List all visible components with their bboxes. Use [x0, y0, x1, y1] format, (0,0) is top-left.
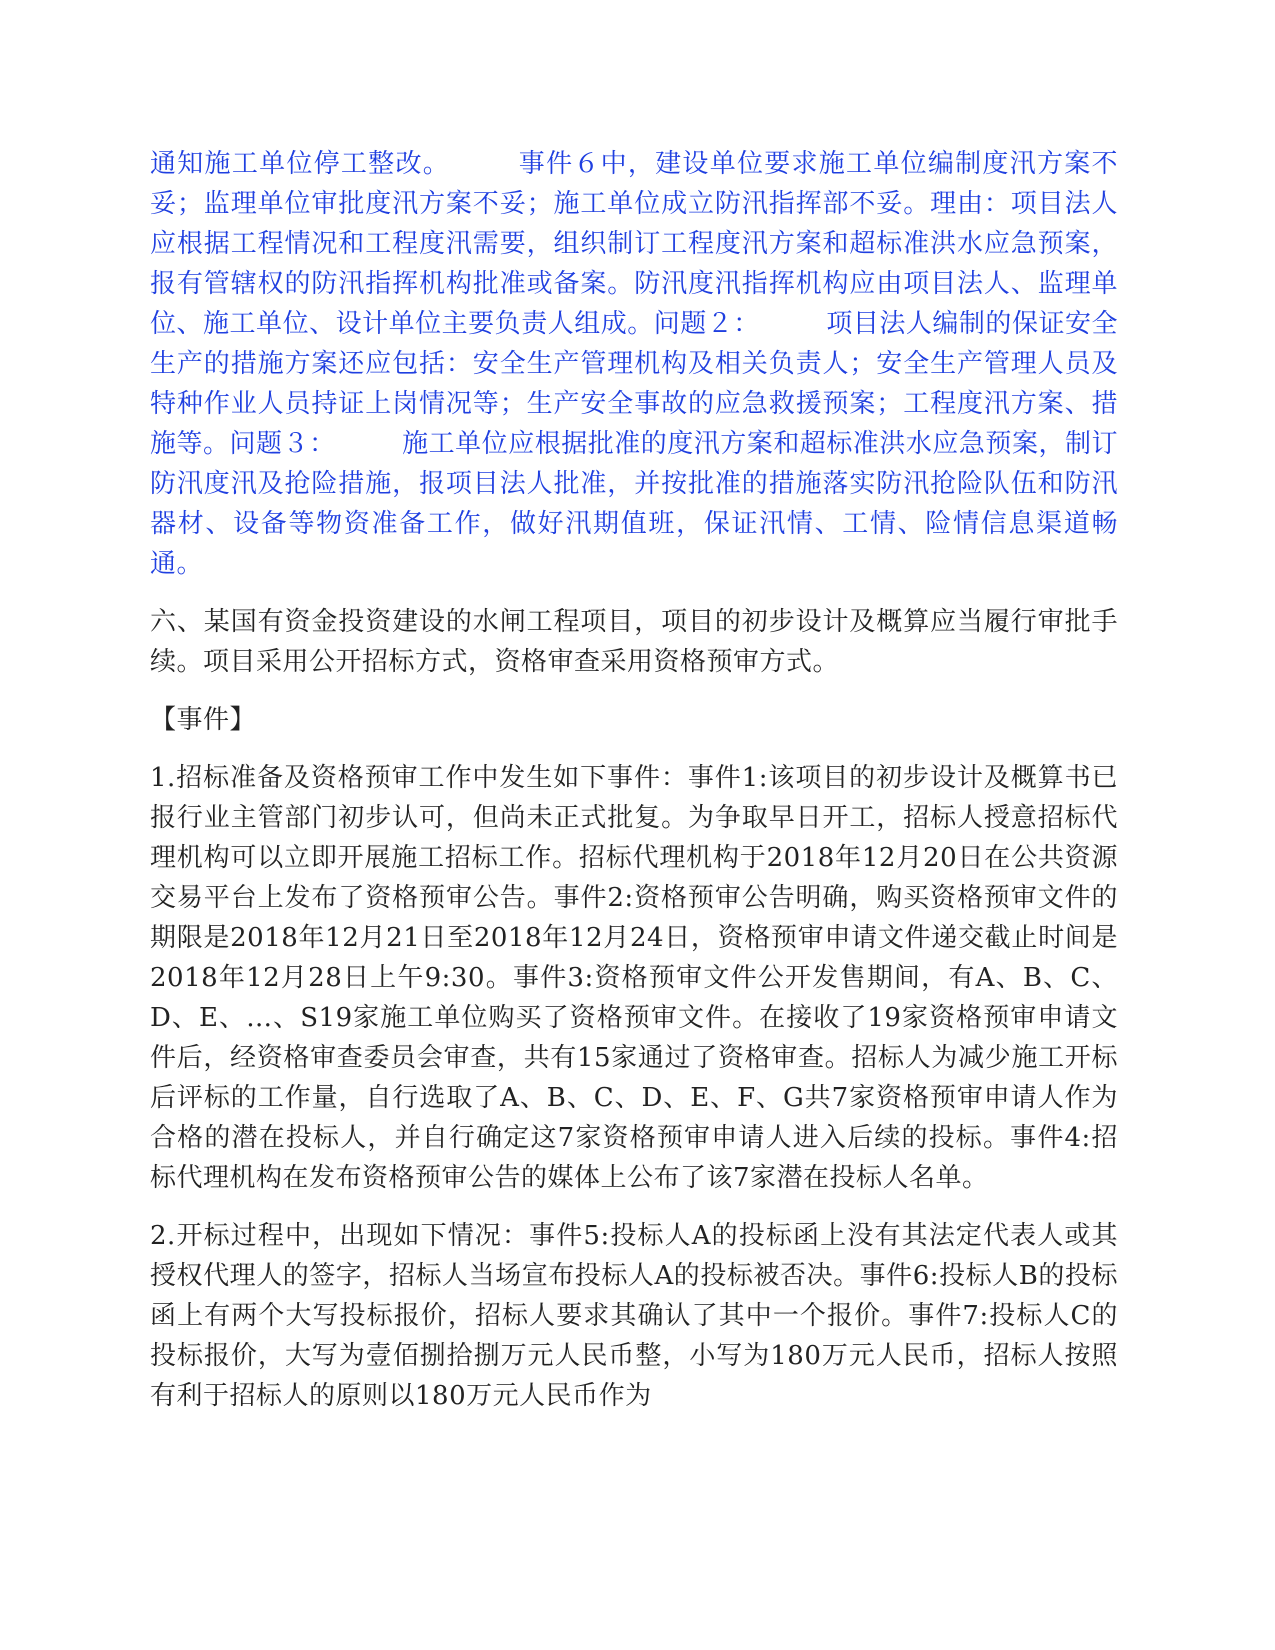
events-section-1: 1.招标准备及资格预审工作中发生如下事件：事件1:该项目的初步设计及概算书已报行业主管部门初步认可，但尚未正式批复。为争取早日开工，招标人授意招标代理机构可以立即开展施工招标工作。招标代理机构于2018年12月20日在公共资源交易平台上发布了资格预审公告。事件2:资格预审公告明确，购买资格预审文件的期限是2018年12月21日至2018年12月24日，资格预审申请文件递交截止时间是2018年12月28日上午9:30。事件3:资格预审文件公开发售期间，有A、B、C、D、E、…、S19家施工单位购买了资格预审文件。在接收了19家资格预审申请文件后，经资格审查委员会审查，共有15家通过了资格审查。招标人为减少施工开标后评标的工作量，自行选取了A、B、C、D、E、F、G共7家资格预审申请人作为合格的潜在投标人，并自行确定这7家资格预审申请人进入后续的投标。事件4:招标代理机构在发布资格预审公告的媒体上公布了该7家潜在投标人名单。: [150, 763, 1119, 1193]
question-intro: 六、某国有资金投资建设的水闸工程项目，项目的初步设计及概算应当履行审批手续。项目采用公开招标方式，资格审查采用资格预审方式。: [150, 607, 1118, 677]
events-heading: 【事件】: [150, 705, 257, 735]
answer-paragraph: 通知施工单位停工整改。 事件６中，建设单位要求施工单位编制度汛方案不妥；监理单位审批度汛方案不妥；施工单位成立防汛指挥部不妥。理由：项目法人应根据工程情况和工程度汛需要，组织制订工程度汛方案和超标准洪水应急预案，报有管辖权的防汛指挥机构批准或备案。防汛度汛指挥机构应由项目法人、监理单位、施工单位、设计单位主要负责人组成。问题２： 项目法人编制的保证安全生产的措施方案还应包括：安全生产管理机构及相关负责人；安全生产管理人员及特种作业人员持证上岗情况等；生产安全事故的应急救援预案；工程度汛方案、措施等。问题３： 施工单位应根据批准的度汛方案和超标准洪水应急预案，制订防汛度汛及抢险措施，报项目法人批准，并按批准的措施落实防汛抢险队伍和防汛器材、设备等物资准备工作，做好汛期值班，保证汛情、工情、险情信息渠道畅通。: [150, 149, 1118, 579]
document-content: [150, 144, 1118, 1416]
events-section-2: 2.开标过程中，出现如下情况：事件5:投标人A的投标函上没有其法定代表人或其授权代理人的签字，招标人当场宣布投标人A的投标被否决。事件6:投标人B的投标函上有两个大写投标报价，招标人要求其确认了其中一个报价。事件7:投标人C的投标报价，大写为壹佰捌拾捌万元人民币整，小写为180万元人民币，招标人按照有利于招标人的原则以180万元人民币作为: [150, 1221, 1118, 1411]
